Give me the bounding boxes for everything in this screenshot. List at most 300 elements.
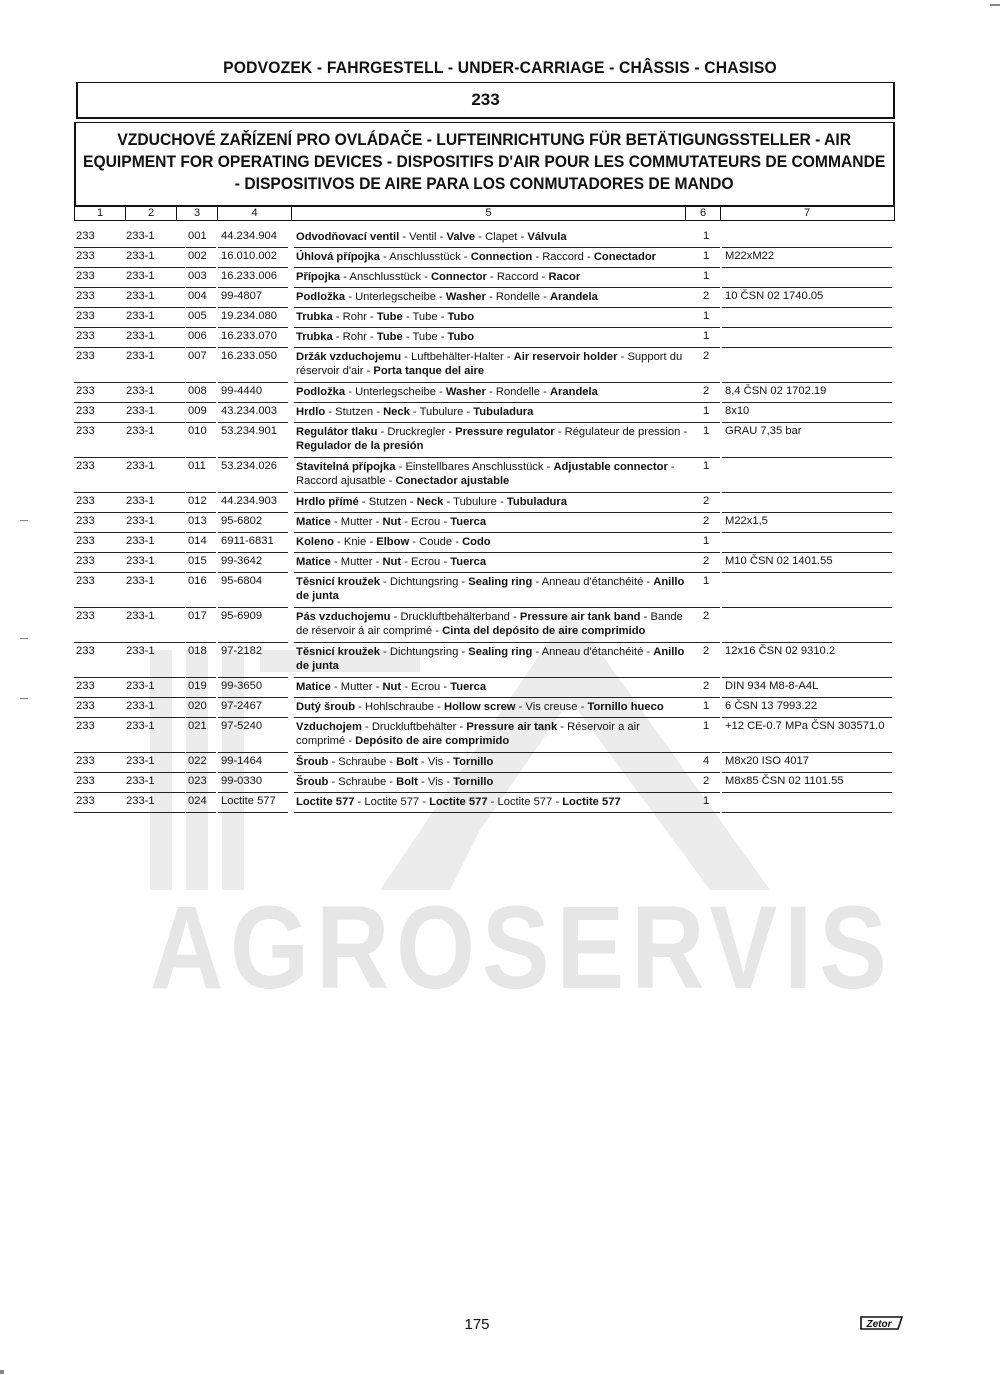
table-row xyxy=(74,795,893,815)
page-number: 175 xyxy=(464,1316,490,1333)
table-row xyxy=(74,405,893,425)
row-underline xyxy=(186,772,216,773)
row-underline xyxy=(74,812,125,813)
table-row xyxy=(74,230,893,250)
row-underline xyxy=(294,552,690,553)
cell-group: 233 xyxy=(76,700,95,712)
description-es: Arandela xyxy=(549,386,598,398)
cell-description: Šroub - Schraube - Bolt - Vis - Tornillo xyxy=(296,776,494,788)
row-underline xyxy=(722,512,892,513)
description-es: Porta tanque del aire xyxy=(373,365,485,377)
row-underline xyxy=(294,717,690,718)
row-underline xyxy=(74,572,125,573)
column-header-1: 1 xyxy=(75,206,126,220)
scan-mark xyxy=(20,698,28,699)
row-underline xyxy=(218,512,288,513)
row-underline xyxy=(690,512,720,513)
column-header-row xyxy=(74,205,895,221)
cell-note: M8x85 ČSN 02 1101.55 xyxy=(725,775,844,787)
table-row xyxy=(74,700,893,720)
cell-group: 233 xyxy=(76,330,95,342)
row-underline xyxy=(690,792,720,793)
description-cz: Dutý šroub xyxy=(296,701,356,713)
description-es: Codo xyxy=(462,536,491,548)
table-row xyxy=(74,250,893,270)
row-underline xyxy=(690,267,720,268)
cell-position: 011 xyxy=(188,460,206,472)
cell-description: Těsnicí kroužek - Dichtungsring - Sealing ring - Anneau d'étanchéité - Anillo de junta xyxy=(296,576,685,602)
cell-quantity: 2 xyxy=(703,495,710,507)
description-es: Arandela xyxy=(549,291,598,303)
column-header-2: 2 xyxy=(126,206,177,220)
row-underline xyxy=(125,772,185,773)
table-row xyxy=(74,330,893,350)
row-underline xyxy=(218,772,288,773)
row-underline xyxy=(294,792,690,793)
cell-part-number: 97-2182 xyxy=(221,645,263,657)
description-cz: Vzduchojem xyxy=(296,721,362,733)
row-underline xyxy=(125,792,185,793)
table-row xyxy=(74,350,893,385)
cell-quantity: 2 xyxy=(703,350,710,362)
description-fr: Anneau d'étanchéité xyxy=(541,576,644,588)
description-es: Regulador de la presión xyxy=(296,440,424,452)
row-underline xyxy=(218,812,288,813)
description-de: Mutter xyxy=(340,681,373,693)
row-underline xyxy=(294,752,690,753)
cell-description: Vzduchojem - Druckluftbehälter - Pressure air tank - Réservoir a air comprimé - Depósito de aire comprimido xyxy=(296,721,640,747)
row-underline xyxy=(74,697,125,698)
cell-description: Těsnicí kroužek - Dichtungsring - Sealing ring - Anneau d'étanchéité - Anillo de junta xyxy=(296,646,685,672)
cell-description: Loctite 577 - Loctite 577 - Loctite 577 - Loctite 577 - Loctite 577 xyxy=(296,796,621,808)
cell-quantity: 1 xyxy=(703,425,710,437)
description-de: Einstellbares Anschlusstück xyxy=(405,461,544,473)
row-underline xyxy=(74,607,125,608)
description-de: Dichtungsring xyxy=(389,646,459,658)
cell-note: GRAU 7,35 bar xyxy=(725,425,802,437)
cell-quantity: 2 xyxy=(703,680,710,692)
description-de: Ventil xyxy=(409,231,437,243)
description-fr: Ecrou xyxy=(411,516,441,528)
description-en: Tube xyxy=(376,331,403,343)
description-fr: Clapet xyxy=(485,231,518,243)
description-en: Loctite 577 xyxy=(429,796,488,808)
row-underline xyxy=(186,267,216,268)
cell-note: +12 CE-0.7 MPa ČSN 303571.0 xyxy=(725,720,885,732)
cell-subgroup: 233-1 xyxy=(126,310,155,322)
description-cz: Matice xyxy=(296,681,331,693)
row-underline xyxy=(294,327,690,328)
row-underline xyxy=(218,422,288,423)
cell-position: 002 xyxy=(188,250,207,262)
cell-subgroup: 233-1 xyxy=(126,680,155,692)
description-fr: Vis xyxy=(427,776,444,788)
cell-subgroup: 233-1 xyxy=(126,460,155,472)
cell-position: 006 xyxy=(188,330,207,342)
description-de: Anschlusstück xyxy=(389,251,461,263)
row-underline xyxy=(218,307,288,308)
row-underline xyxy=(186,287,216,288)
cell-position: 023 xyxy=(188,775,207,787)
description-en: Nut xyxy=(382,516,402,528)
cell-quantity: 4 xyxy=(703,755,710,767)
cell-position: 019 xyxy=(188,680,207,692)
cell-subgroup: 233-1 xyxy=(126,575,155,587)
description-es: Tuerca xyxy=(450,516,487,528)
row-underline xyxy=(218,572,288,573)
cell-subgroup: 233-1 xyxy=(126,230,155,242)
cell-part-number: 16.233.006 xyxy=(221,270,277,282)
description-de: Luftbehälter-Halter xyxy=(411,351,504,363)
cell-quantity: 1 xyxy=(703,535,710,547)
description-cz: Pás vzduchojemu xyxy=(296,611,391,623)
row-underline xyxy=(722,552,892,553)
row-underline xyxy=(722,717,892,718)
row-underline xyxy=(125,347,185,348)
row-underline xyxy=(690,327,720,328)
cell-position: 024 xyxy=(188,795,207,807)
scan-mark xyxy=(0,1370,4,1374)
cell-quantity: 1 xyxy=(703,795,710,807)
cell-part-number: 97-5240 xyxy=(221,720,263,732)
cell-subgroup: 233-1 xyxy=(126,350,155,362)
row-underline xyxy=(294,572,690,573)
row-underline xyxy=(186,717,216,718)
row-underline xyxy=(722,347,892,348)
row-underline xyxy=(186,347,216,348)
description-fr: Ecrou xyxy=(411,556,441,568)
cell-group: 233 xyxy=(76,270,95,282)
row-underline xyxy=(125,607,185,608)
row-underline xyxy=(218,492,288,493)
cell-subgroup: 233-1 xyxy=(126,290,155,302)
cell-quantity: 2 xyxy=(703,555,710,567)
description-en: Bolt xyxy=(396,756,418,768)
cell-note: 8x10 xyxy=(725,405,750,417)
cell-description: Trubka - Rohr - Tube - Tube - Tubo xyxy=(296,311,475,323)
row-underline xyxy=(125,717,185,718)
cell-quantity: 1 xyxy=(703,330,710,342)
row-underline xyxy=(74,402,125,403)
cell-part-number: 16.233.070 xyxy=(221,330,277,342)
row-underline xyxy=(722,287,892,288)
cell-position: 017 xyxy=(188,610,207,622)
cell-part-number: Loctite 577 xyxy=(221,795,276,807)
cell-subgroup: 233-1 xyxy=(126,645,155,657)
row-underline xyxy=(74,492,125,493)
column-header-5: 5 xyxy=(292,206,686,220)
section-title-box xyxy=(74,122,895,207)
cell-note: 6 ČSN 13 7993.22 xyxy=(725,700,818,712)
description-en: Sealing ring xyxy=(468,576,533,588)
cell-part-number: 19.234.080 xyxy=(221,310,277,322)
row-underline xyxy=(690,402,720,403)
row-underline xyxy=(186,247,216,248)
description-en: Adjustable connector xyxy=(553,461,668,473)
cell-description: Matice - Mutter - Nut - Ecrou - Tuerca xyxy=(296,556,487,568)
cell-position: 004 xyxy=(188,290,207,302)
row-underline xyxy=(74,552,125,553)
cell-quantity: 2 xyxy=(703,775,710,787)
description-en: Bolt xyxy=(396,776,418,788)
row-underline xyxy=(74,422,125,423)
description-cz: Hrdlo přímé xyxy=(296,496,359,508)
table-row xyxy=(74,555,893,575)
row-underline xyxy=(74,752,125,753)
row-underline xyxy=(690,642,720,643)
description-fr: Raccord xyxy=(542,251,584,263)
description-es: Conectador xyxy=(593,251,657,263)
description-fr: Tube xyxy=(412,311,438,323)
cell-quantity: 2 xyxy=(703,515,710,527)
description-cz: Podložka xyxy=(296,291,346,303)
row-underline xyxy=(294,307,690,308)
cell-quantity: 1 xyxy=(703,230,710,242)
row-underline xyxy=(690,677,720,678)
row-underline xyxy=(294,642,690,643)
cell-position: 015 xyxy=(188,555,207,567)
description-en: Nut xyxy=(382,556,402,568)
description-cz: Matice xyxy=(296,516,331,528)
table-row xyxy=(74,575,893,610)
row-underline xyxy=(294,267,690,268)
row-underline xyxy=(186,532,216,533)
cell-group: 233 xyxy=(76,495,95,507)
row-underline xyxy=(74,347,125,348)
description-cz: Těsnicí kroužek xyxy=(296,576,380,588)
cell-quantity: 2 xyxy=(703,385,710,397)
row-underline xyxy=(690,812,720,813)
row-underline xyxy=(690,347,720,348)
description-es: Válvula xyxy=(527,231,567,243)
row-underline xyxy=(218,752,288,753)
description-fr: Raccord xyxy=(496,271,539,283)
row-underline xyxy=(125,457,185,458)
cell-quantity: 1 xyxy=(703,270,710,282)
description-de: Mutter xyxy=(340,516,373,528)
row-underline xyxy=(74,307,125,308)
row-underline xyxy=(186,697,216,698)
cell-position: 010 xyxy=(188,425,207,437)
description-cz: Úhlová přípojka xyxy=(296,251,380,263)
cell-position: 001 xyxy=(188,230,207,242)
row-underline xyxy=(125,752,185,753)
cell-group: 233 xyxy=(76,535,95,547)
description-fr: Rondelle xyxy=(495,386,540,398)
row-underline xyxy=(74,772,125,773)
description-fr: Tubulure xyxy=(419,406,464,418)
row-underline xyxy=(722,457,892,458)
row-underline xyxy=(722,422,892,423)
row-underline xyxy=(218,327,288,328)
row-underline xyxy=(690,307,720,308)
description-es: Cinta del depósito de aire comprimido xyxy=(442,625,646,637)
description-es: Tuerca xyxy=(450,556,487,568)
description-es: Anillo de junta xyxy=(296,576,685,602)
cell-quantity: 1 xyxy=(703,720,710,732)
cell-part-number: 43.234.003 xyxy=(221,405,277,417)
cell-description: Podložka - Unterlegscheibe - Washer - Rondelle - Arandela xyxy=(296,291,598,303)
row-underline xyxy=(125,642,185,643)
row-underline xyxy=(125,267,185,268)
table-row xyxy=(74,645,893,680)
cell-subgroup: 233-1 xyxy=(126,385,155,397)
description-en: Washer xyxy=(445,386,486,398)
cell-position: 020 xyxy=(188,700,207,712)
row-underline xyxy=(690,697,720,698)
description-en: Connection xyxy=(470,251,533,263)
cell-subgroup: 233-1 xyxy=(126,775,155,787)
row-underline xyxy=(125,307,185,308)
description-cz: Hrdlo xyxy=(296,406,326,418)
table-row xyxy=(74,460,893,495)
description-es: Tubuladura xyxy=(473,406,534,418)
scan-mark xyxy=(990,4,1000,6)
row-underline xyxy=(218,402,288,403)
cell-position: 018 xyxy=(188,645,207,657)
description-es: Racor xyxy=(548,271,581,283)
row-underline xyxy=(690,422,720,423)
cell-part-number: 16.010.002 xyxy=(221,250,277,262)
row-underline xyxy=(294,422,690,423)
cell-note: M10 ČSN 02 1401.55 xyxy=(725,555,833,567)
cell-description: Šroub - Schraube - Bolt - Vis - Tornillo xyxy=(296,756,494,768)
description-en: Valve xyxy=(446,231,476,243)
description-en: Pressure regulator xyxy=(455,426,555,438)
row-underline xyxy=(186,552,216,553)
description-en: Elbow xyxy=(376,536,410,548)
row-underline xyxy=(722,772,892,773)
row-underline xyxy=(294,347,690,348)
cell-description: Držák vzduchojemu - Luftbehälter-Halter - Air reservoir holder - Support du réservoir d'air - Porta tanque del aire xyxy=(296,351,683,377)
cell-subgroup: 233-1 xyxy=(126,795,155,807)
description-fr: Coude xyxy=(419,536,453,548)
cell-note: 8,4 ČSN 02 1702.19 xyxy=(725,385,827,397)
row-underline xyxy=(722,247,892,248)
row-underline xyxy=(74,457,125,458)
row-underline xyxy=(722,792,892,793)
cell-group: 233 xyxy=(76,680,95,692)
row-underline xyxy=(186,327,216,328)
description-de: Stutzen xyxy=(335,406,374,418)
cell-position: 009 xyxy=(188,405,207,417)
description-de: Druckluftbehälterband xyxy=(400,611,510,623)
cell-group: 233 xyxy=(76,250,95,262)
row-underline xyxy=(186,752,216,753)
cell-position: 007 xyxy=(188,350,207,362)
cell-quantity: 1 xyxy=(703,250,710,262)
row-underline xyxy=(722,382,892,383)
row-underline xyxy=(186,642,216,643)
cell-quantity: 1 xyxy=(703,310,710,322)
row-underline xyxy=(294,772,690,773)
cell-subgroup: 233-1 xyxy=(126,425,155,437)
description-cz: Přípojka xyxy=(296,271,341,283)
description-fr: Anneau d'étanchéité xyxy=(541,646,644,658)
table-row xyxy=(74,270,893,290)
description-cz: Trubka xyxy=(296,331,333,343)
cell-subgroup: 233-1 xyxy=(126,405,155,417)
row-underline xyxy=(690,552,720,553)
description-fr: Vis creuse xyxy=(525,701,578,713)
cell-description: Přípojka - Anschlusstück - Connector - Raccord - Racor xyxy=(296,271,581,283)
cell-subgroup: 233-1 xyxy=(126,270,155,282)
row-underline xyxy=(218,792,288,793)
row-underline xyxy=(294,492,690,493)
cell-quantity: 2 xyxy=(703,290,710,302)
cell-position: 003 xyxy=(188,270,207,282)
group-number: 233 xyxy=(471,90,500,109)
cell-description: Hrdlo přímé - Stutzen - Neck - Tubulure - Tubuladura xyxy=(296,496,567,508)
description-fr: Régulateur de pression xyxy=(564,426,681,438)
cell-description: Stavitelná přípojka - Einstellbares Anschlusstück - Adjustable connector - Raccord ajusatble - Conectador ajustable xyxy=(296,461,675,487)
description-en: Pressure air tank xyxy=(466,721,558,733)
row-underline xyxy=(186,492,216,493)
description-de: Druckluftbehälter xyxy=(371,721,457,733)
cell-group: 233 xyxy=(76,575,95,587)
cell-part-number: 97-2467 xyxy=(221,700,263,712)
cell-subgroup: 233-1 xyxy=(126,610,155,622)
description-fr: Bande de réservoir á air comprimé xyxy=(296,611,683,637)
cell-position: 021 xyxy=(188,720,207,732)
description-en: Connector xyxy=(430,271,487,283)
cell-position: 005 xyxy=(188,310,207,322)
row-underline xyxy=(125,697,185,698)
table-row xyxy=(74,425,893,460)
cell-subgroup: 233-1 xyxy=(126,330,155,342)
cell-group: 233 xyxy=(76,350,95,362)
row-underline xyxy=(294,247,690,248)
table-row xyxy=(74,610,893,645)
cell-quantity: 1 xyxy=(703,405,710,417)
row-underline xyxy=(74,247,125,248)
cell-description: Matice - Mutter - Nut - Ecrou - Tuerca xyxy=(296,681,487,693)
row-underline xyxy=(186,402,216,403)
description-fr: Tube xyxy=(412,331,438,343)
row-underline xyxy=(690,572,720,573)
row-underline xyxy=(218,717,288,718)
cell-quantity: 1 xyxy=(703,460,710,472)
cell-position: 014 xyxy=(188,535,207,547)
description-en: Neck xyxy=(383,406,410,418)
row-underline xyxy=(294,812,690,813)
row-underline xyxy=(125,382,185,383)
row-underline xyxy=(690,287,720,288)
description-es: Conectador ajustable xyxy=(395,475,510,487)
description-de: Unterlegscheibe xyxy=(355,386,436,398)
scan-mark xyxy=(20,638,28,639)
row-underline xyxy=(218,457,288,458)
description-cz: Koleno xyxy=(296,536,334,548)
table-row xyxy=(74,515,893,535)
row-underline xyxy=(722,642,892,643)
row-underline xyxy=(125,552,185,553)
cell-description: Hrdlo - Stutzen - Neck - Tubulure - Tubuladura xyxy=(296,406,534,418)
row-underline xyxy=(722,327,892,328)
cell-group: 233 xyxy=(76,405,95,417)
description-cz: Loctite 577 xyxy=(296,796,355,808)
cell-note: 12x16 ČSN 02 9310.2 xyxy=(725,645,836,657)
description-en: Nut xyxy=(382,681,402,693)
row-underline xyxy=(74,532,125,533)
table-row xyxy=(74,775,893,795)
cell-group: 233 xyxy=(76,755,95,767)
description-cz: Držák vzduchojemu xyxy=(296,351,402,363)
description-fr: Vis xyxy=(427,756,444,768)
description-en: Air reservoir holder xyxy=(513,351,618,363)
cell-group: 233 xyxy=(76,310,95,322)
description-de: Schraube xyxy=(338,756,387,768)
